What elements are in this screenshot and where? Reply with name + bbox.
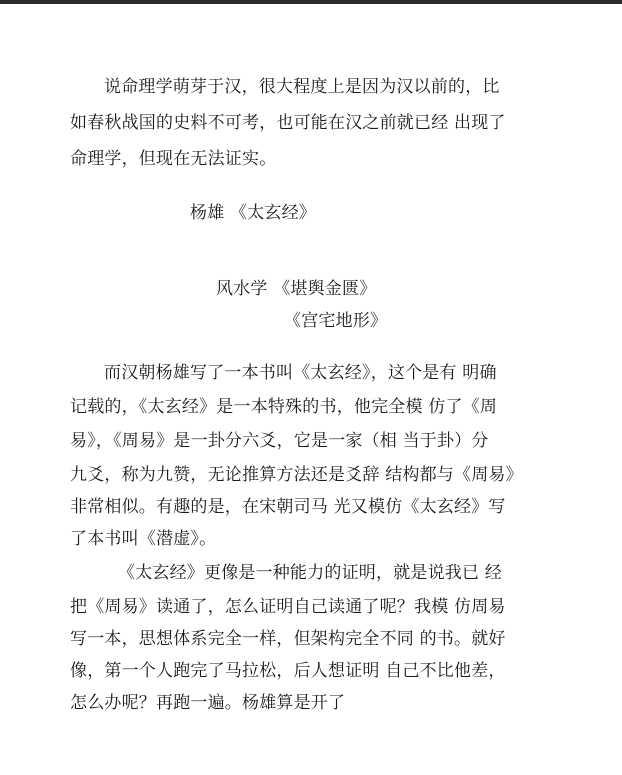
heading-fengshui-2: 《宫宅地形》	[284, 311, 388, 331]
paragraph-2-line-5: 非常相似。有趣的是，在宋朝司马 光又模仿《太玄经》写	[70, 497, 506, 517]
paragraph-3-line-4: 像，第一个人跑完了马拉松，后人想证明 自己不比他差，	[70, 661, 506, 681]
paragraph-3-line-3: 写一本，思想体系完全一样，但架构完全不同 的书。就好	[70, 629, 506, 649]
paragraph-2-line-4: 九爻，称为九赞，无论推算方法还是爻辞 结构都与《周易》	[70, 465, 523, 485]
paragraph-2-line-1: 而汉朝杨雄写了一本书叫《太玄经》，这个是有 明确	[104, 363, 497, 383]
top-border	[0, 0, 622, 4]
paragraph-2-line-6: 了本书叫《潜虚》。	[70, 529, 217, 549]
paragraph-1-line-1: 说命理学萌芽于汉，很大程度上是因为汉以前的，比	[104, 77, 500, 97]
paragraph-1-line-2: 如春秋战国的史料不可考，也可能在汉之前就已经 出现了	[70, 113, 506, 133]
paragraph-3-line-2: 把《周易》读通了，怎么证明自己读通了呢？我模 仿周易	[70, 597, 506, 617]
heading-yangxiong: 杨雄 《太玄经》	[190, 203, 317, 223]
paragraph-2-line-3: 易》，《周易》是一卦分六爻，它是一家（相 当于卦）分	[70, 431, 489, 451]
paragraph-3-line-5: 怎么办呢？再跑一遍。杨雄算是开了	[70, 693, 346, 713]
paragraph-3-line-1: 《太玄经》更像是一种能力的证明，就是说我已 经	[118, 563, 503, 583]
heading-fengshui-1: 风水学 《堪舆金匮》	[216, 279, 377, 299]
paragraph-2-line-2: 记载的，《太玄经》是一本特殊的书，他完全模 仿了《周	[70, 397, 498, 417]
paragraph-1-line-3: 命理学，但现在无法证实。	[70, 149, 277, 169]
